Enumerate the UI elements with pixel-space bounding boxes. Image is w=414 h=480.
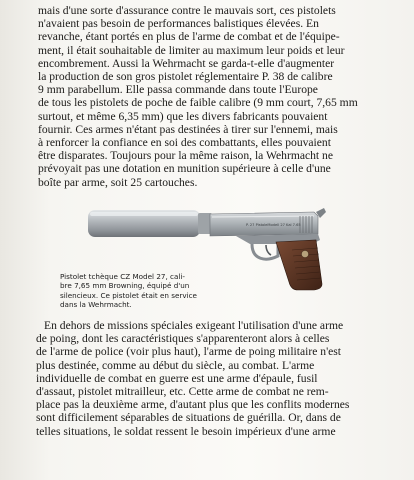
text-line: boîte par arme, soit 25 cartouches. [38,175,198,189]
paragraph-bottom [36,319,372,438]
text-line: encombrement. Aussi la Wehrmacht se garda-t-elle d'augmenter [38,56,335,70]
trigger-guard [252,244,278,259]
text-line: revanche, étant portés en plus de l'arme de combat et de l'équipe- [38,30,340,44]
caption-line: Pistolet tchèque CZ Model 27, cali- [60,272,185,281]
text-line: ment, il était souhaitable de limiter au maximum leur poids et leur [38,43,345,57]
slide-marking: P. 27 PistoleModell 27 Kal 7.65 [246,223,301,227]
text-line: plus destinée, comme au début du siècle, au combat. L'arme [36,358,315,372]
text-line: de l'arme de police (voir plus haut), l'arme de poing militaire n'est [36,345,342,359]
photo-caption [60,272,197,310]
text-line: être disparates. Toujours pour la même raison, la Wehrmacht ne [38,149,333,163]
text-line: individuelle de combat en guerre est une arme d'épaule, fusil [36,371,318,385]
text-line: prévoyait pas une dotation en munition supérieure à celle d'une [38,162,331,176]
paragraph-top [38,4,368,189]
caption-line: dans la Wehrmacht. [60,300,132,310]
text-line: sont difficilement séparables de situations de guérilla. Or, dans de [36,411,341,425]
text-line: mais d'une sorte d'assurance contre le mauvais sort, ces pistolets [38,4,336,17]
pistol-grip [276,240,322,290]
text-line: En dehors de missions spéciales exigeant l'utilisation d'une arme [44,319,344,332]
text-line: à renforcer la confiance en soi des combattants, elles pouvaient [38,136,331,150]
text-line: la production de son gros pistolet réglementaire P. 38 de calibre [38,70,333,84]
text-line: d'assaut, pistolet mitrailleur, etc. Cette arme de combat ne rem- [36,385,329,399]
text-line: n'avaient pas besoin de performances balistiques élevées. En [38,17,319,31]
text-line: de poing, dont les caractéristiques s'apparenteront alors à celles [36,332,330,346]
text-line: de tous les pistolets de poche de faible calibre (9 mm court, 7,65 mm [38,96,358,110]
text-line: fournir. Ces armes n'étant pas destinées à tirer sur l'ennemi, mais [38,122,338,136]
text-line: telles situations, le soldat ressent le besoin impérieux d'une arme [36,424,336,438]
caption-line: silencieux. Ce pistolet était en service [60,290,197,300]
text-line: place pas la deuxième arme, d'autant plus que les conflits modernes [36,398,350,412]
text-line: surtout, et même 6,35 mm) que les divers fabricants pouvaient [38,109,328,123]
caption-line: bre 7,65 mm Browning, équipé d'un [60,281,190,291]
text-line: 9 mm parabellum. Elle passa commande dans toute l'Europe [38,83,318,97]
